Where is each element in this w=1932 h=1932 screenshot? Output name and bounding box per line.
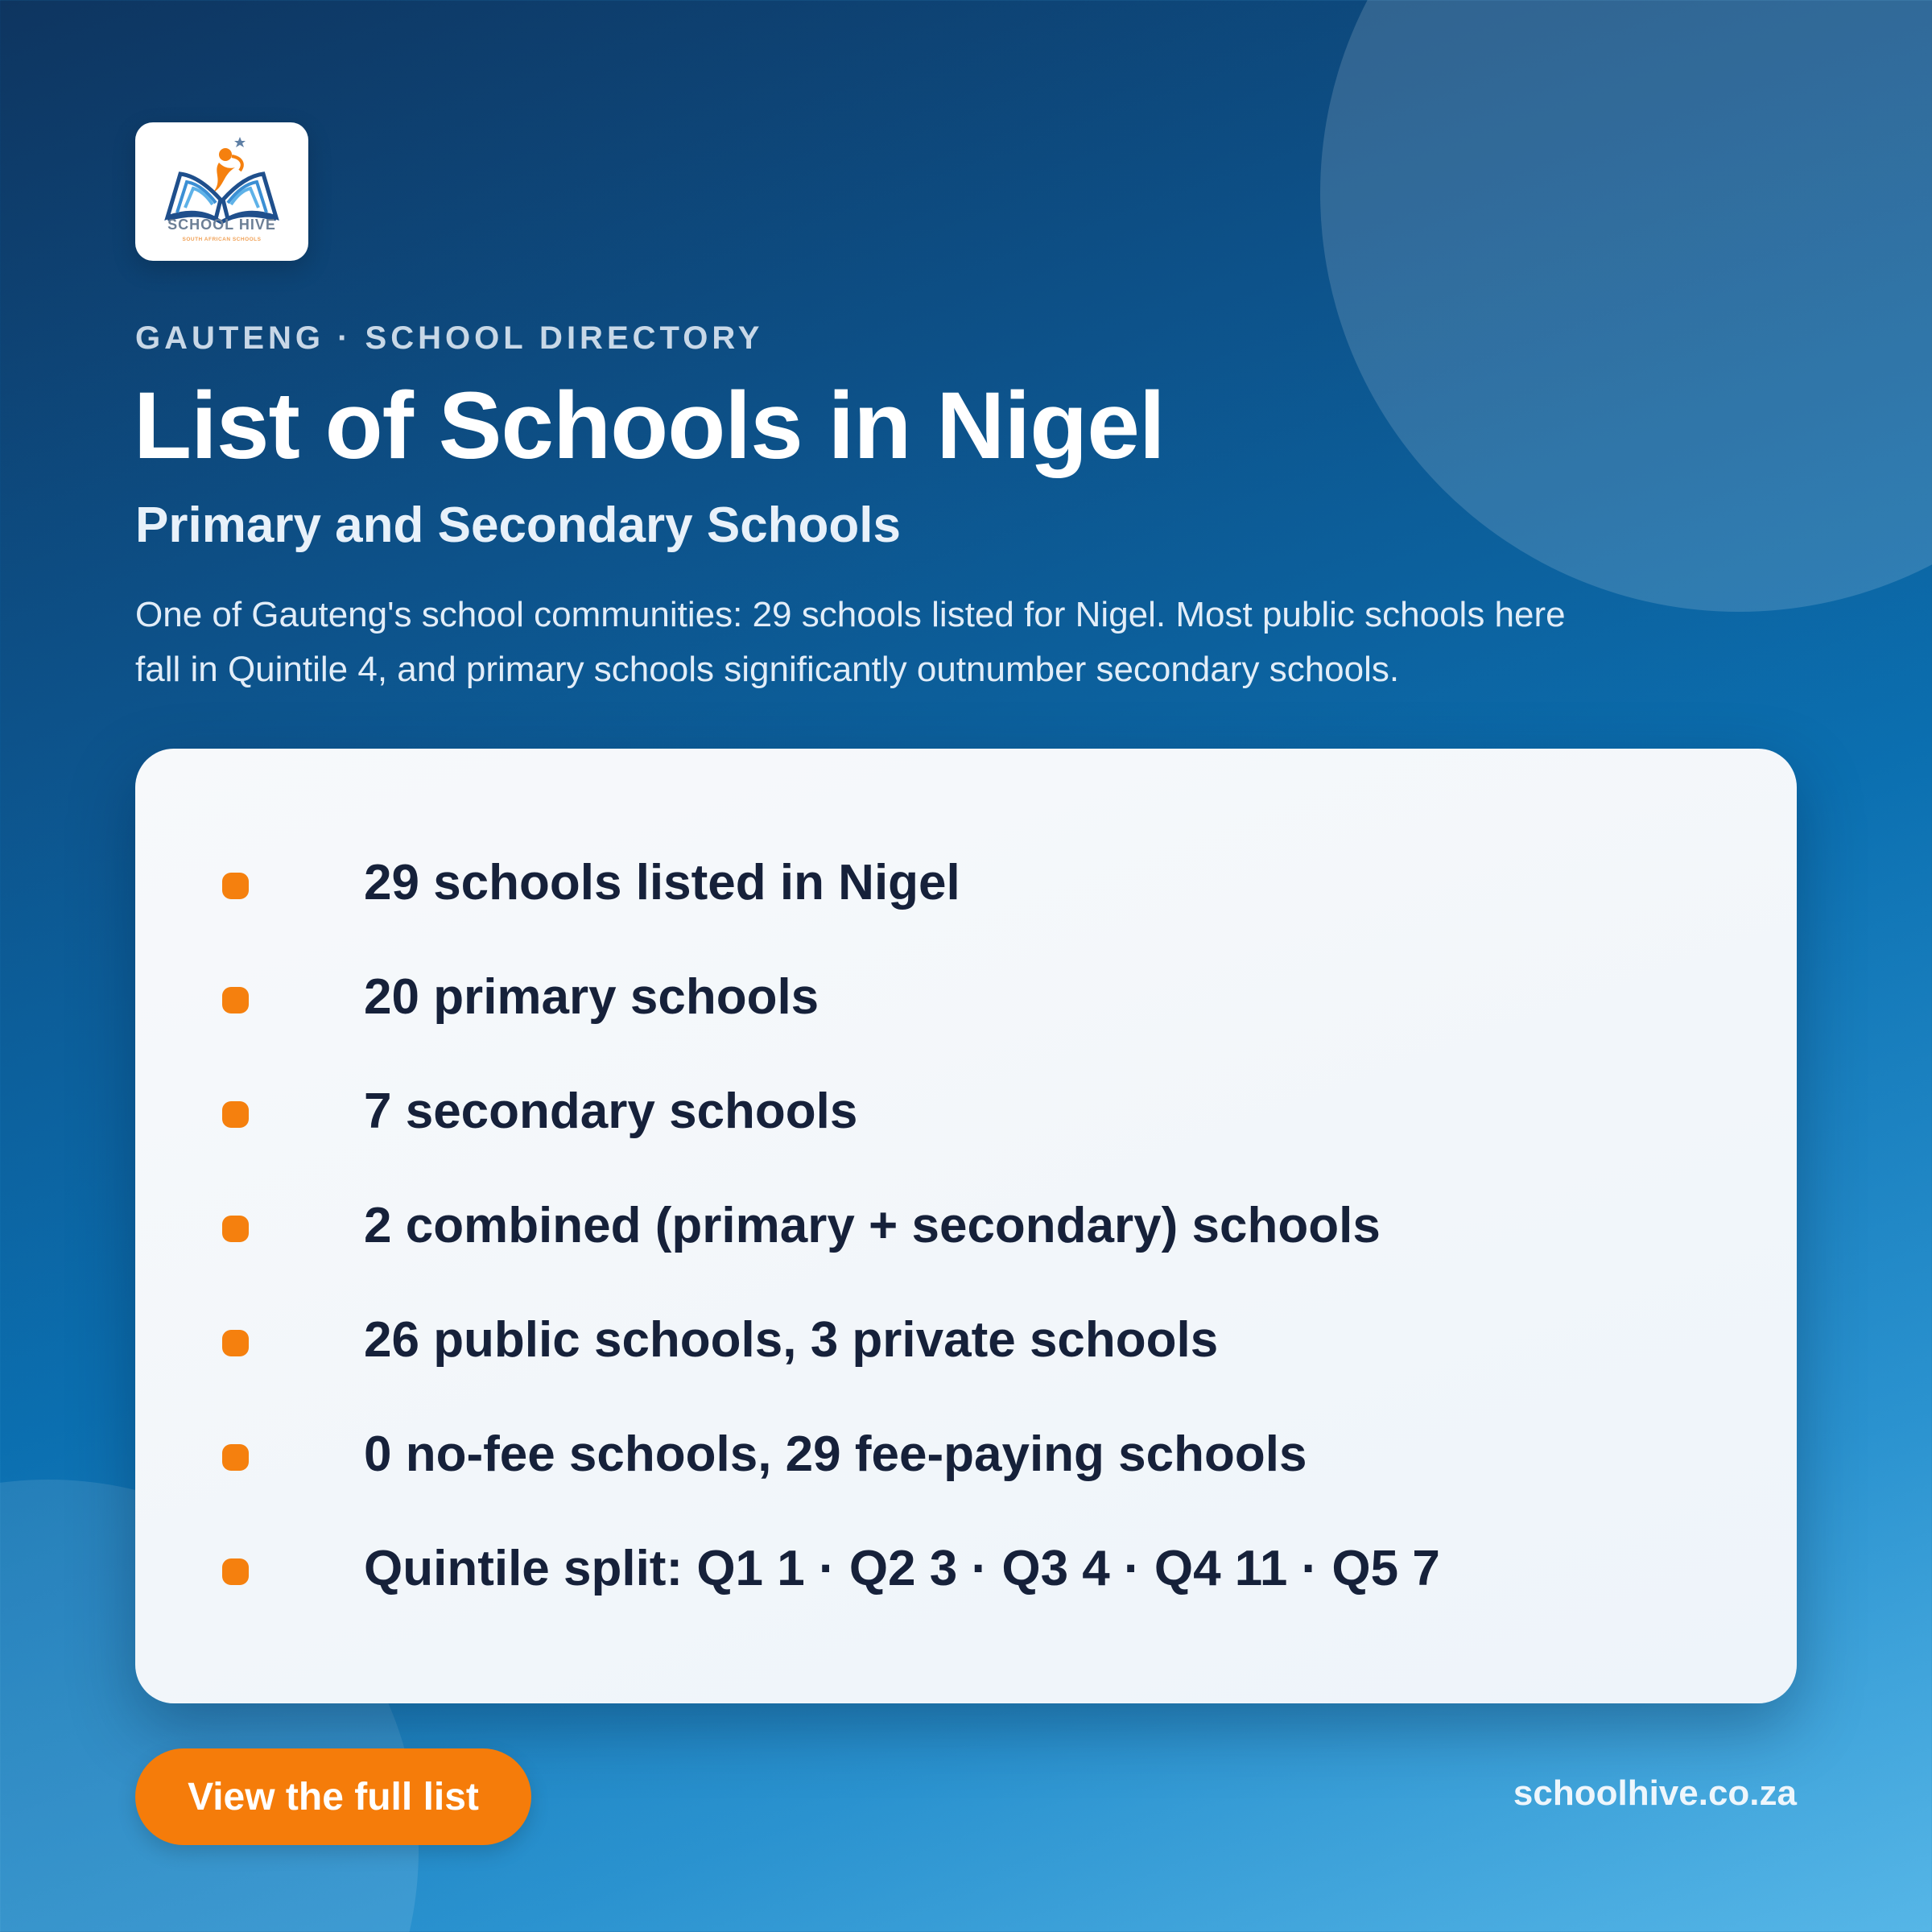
rounded-square-bullet-icon	[222, 1558, 249, 1585]
eyebrow-label: GAUTENG · SCHOOL DIRECTORY	[135, 320, 764, 356]
view-full-list-button[interactable]: View the full list	[135, 1748, 531, 1845]
fact-text: 26 public schools, 3 private schools	[364, 1312, 1219, 1368]
facts-card	[135, 749, 1797, 1703]
rounded-square-bullet-icon	[222, 1330, 249, 1356]
rounded-square-bullet-icon	[222, 873, 249, 899]
fact-text: 0 no-fee schools, 29 fee-paying schools	[364, 1426, 1307, 1482]
logo-wordmark: SCHOOL HIVE	[167, 217, 276, 233]
fact-text: Quintile split: Q1 1 · Q2 3 · Q3 4 · Q4 11 · Q5 7	[364, 1541, 1440, 1596]
page-subtitle: Primary and Secondary Schools	[135, 497, 902, 553]
brand-logo	[135, 122, 308, 261]
rounded-square-bullet-icon	[222, 1101, 249, 1128]
page-title: List of Schools in Nigel	[134, 373, 1165, 479]
rounded-square-bullet-icon	[222, 987, 249, 1013]
page-description: One of Gauteng's school communities: 29 schools listed for Nigel. Most public schools here fall in Quintile 4, and primary schools significantly outnumber secondary schools.	[135, 595, 1566, 689]
fact-text: 29 schools listed in Nigel	[364, 855, 960, 910]
fact-text: 7 secondary schools	[364, 1084, 858, 1139]
logo-tagline: SOUTH AFRICAN SCHOOLS	[182, 237, 262, 242]
site-domain: schoolhive.co.za	[1513, 1773, 1797, 1813]
rounded-square-bullet-icon	[222, 1216, 249, 1242]
rounded-square-bullet-icon	[222, 1444, 249, 1471]
fact-text: 2 combined (primary + secondary) schools	[364, 1198, 1381, 1253]
fact-text: 20 primary schools	[364, 969, 819, 1025]
open-book-with-figure-icon	[135, 122, 308, 261]
decorative-circle-top-right	[1320, 0, 1932, 612]
